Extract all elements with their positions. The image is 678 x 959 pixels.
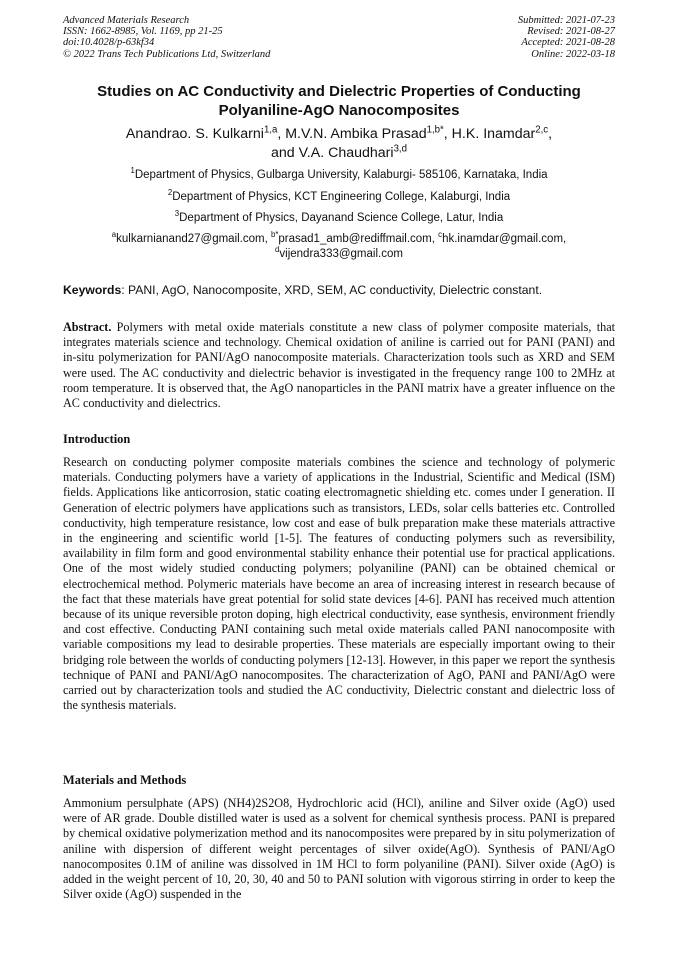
submission-dates [518,15,615,60]
abstract [63,320,615,411]
methods-body: Ammonium persulphate (APS) (NH4)2S2O8, Hydrochloric acid (HCl), aniline and Silver oxide (AgO) used were of AR grade. Double distilled water is used as a solvent for chemical synthesis process. PANI is prepared by chemical oxidative polymerization method and its nanocomposites were prepared by in situ polymerization of aniline with dispersion of different weight percentages of silver oxide(AgO). Synthesis of PANI/AgO nanocomposites 0.1M of aniline was dissolved in 1M HCl to form polyaniline (PANI). Silver oxide (AgO) is added in the weight percent of 10, 20, 30, 40 and 50 to PANI solution with vigorous stirring in order to keep the Silver oxide (AgO) suspended in the [63,796,615,902]
email-mark: b* [271,230,279,240]
introduction-heading: Introduction [63,432,131,446]
authors-line-1 [63,125,615,144]
email-mark: c [438,230,443,240]
affiliation-mark: 2 [167,188,173,198]
paper-title [63,82,615,120]
affiliation-text: Department of Physics, Dayanand Science College, Latur, India [179,212,504,224]
journal-name: Advanced Materials Research [63,15,190,26]
email-address: kulkarnianand27@gmail.com, [116,233,271,245]
title-line-1: Studies on AC Conductivity and Dielectric Properties of Conducting [97,83,581,100]
author-name: Anandrao. S. Kulkarni [125,126,264,142]
author-separator: , [548,126,553,142]
author-affil-mark: 3,d [393,143,407,155]
affiliation-text: Department of Physics, KCT Engineering College, Kalaburgi, India [172,191,511,203]
authors-line-2 [63,144,615,163]
accepted-date: Accepted: 2021-08-28 [521,37,615,49]
author-name: , H.K. Inamdar [443,126,536,142]
email-list [63,232,615,261]
introduction-body: Research on conducting polymer composite materials combines the science and technology of polymeric materials. Conducting polymers have a variety of applications in the Industrial, Scientific and Medical (ISM) fields. Applications like anticorrosion, static coating electromagnetic shielding etc. comes under I generation. II Generation of electric polymers have applications such as transistors, LEDs, solar cells batteries etc. Controlled conductivity, high temperature resistance, low cost and ease of bulk preparation make these materials attractive in the engineering and scientific world [1-5]. The features of conducting polymers such as reversibility, availability in film form and good environmental stability enhance their potential use for practical applications. One of the most widely studied conducting polymers; polyaniline (PANI) can be obtained chemical or electrochemical method. Polymeric materials have become an area of increasing interest in research because of the fact that these materials have great potential for solid state devices [4-6]. PANI has received much attention because of its unique reversible proton doping, high electrical conductivity, ease synthesis, environment friendly and cost effective. Conducting PANI containing such metal oxide materials called PANI nanocomposite with variable compositions my lead to desirable properties. These materials are especially important owing to their bridging role between the worlds of conducting polymers [12-13]. However, in this paper we report the synthesis technique of PANI and PANI/AgO nanocomposites. The characterization of AgO, PANI and PANI/AgO were carried out by characterization tools and studied the AC conductivity, Dielectric constant and dielectric loss of the synthesis materials. [63,455,615,713]
revised-date: Revised: 2021-08-27 [527,26,615,38]
doi-line: doi:10.4028/p-63kf34 [63,37,155,49]
email-line-1 [63,232,615,247]
email-mark: d [275,244,280,254]
submitted-date: Submitted: 2021-07-23 [517,15,615,26]
abstract-text: Polymers with metal oxide materials constitute a new class of polymer composite materials, that integrates materials science and technology. Chemical oxidation of aniline is carried out for PANI (PANI) and in-situ polymerization for PANI/AgO nanocomposite materials. Characterization tools such as XRD and SEM were used. The AC conductivity and dielectric behavior is investigated in the frequency range 100 to 2MHz at room temperature. It is observed that, the AgO nanoparticles in the PANI matrix have a greater influence on the AC conductivity and dielectrics. [63,320,615,411]
issn-line: ISSN: 1662-8985, Vol. 1169, pp 21-25 [63,26,223,38]
author-affil-mark: 2,c [535,124,549,136]
copyright-line: © 2022 Trans Tech Publications Ltd, Switzerland [63,48,271,60]
affiliation [63,190,615,204]
author-affil-mark: 1,a [263,124,278,136]
affiliation [63,211,615,225]
affiliation [63,168,615,182]
affiliation-mark: 3 [174,209,180,219]
keywords [63,283,615,298]
author-name: and V.A. Chaudhari [271,145,394,161]
email-mark: a [111,230,117,240]
author-affil-mark: 1,b* [426,124,444,136]
abstract-label: Abstract. [63,320,112,334]
title-line-2: Polyaniline-AgO Nanocomposites [218,102,460,119]
keywords-label: Keywords [63,283,122,297]
journal-info [63,15,270,60]
affiliation-text: Department of Physics, Gulbarga University, Kalaburgi- 585106, Karnataka, India [134,169,548,181]
affiliation-mark: 1 [130,166,135,176]
email-address: hk.inamdar@gmail.com, [442,233,567,245]
keywords-text: : PANI, AgO, Nanocomposite, XRD, SEM, AC conductivity, Dielectric constant. [121,283,543,297]
author-name: , M.V.N. Ambika Prasad [277,126,427,142]
online-date: Online: 2022-03-18 [531,48,615,60]
email-line-2 [63,244,615,262]
email-address: vijendra333@gmail.com [279,247,403,260]
author-list [63,125,615,163]
methods-heading: Materials and Methods [63,773,187,787]
email-address: prasad1_amb@rediffmail.com, [278,233,439,245]
